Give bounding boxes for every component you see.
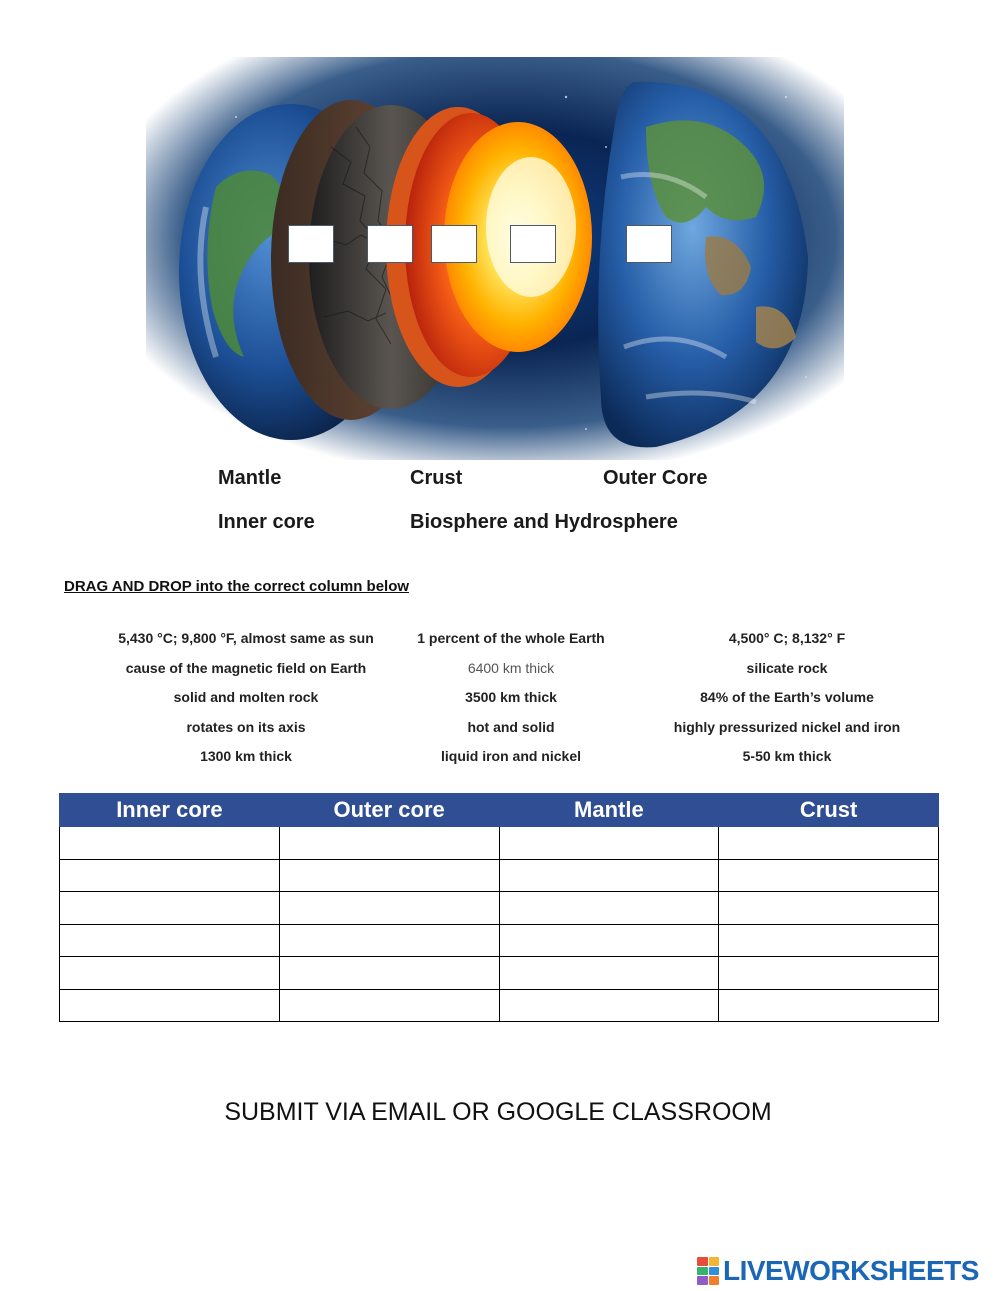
submit-instruction: SUBMIT VIA EMAIL OR GOOGLE CLASSROOM bbox=[224, 1098, 772, 1126]
drop-box-5[interactable] bbox=[626, 225, 672, 263]
earth-layers-illustration bbox=[146, 57, 844, 460]
fact-item[interactable]: highly pressurized nickel and iron bbox=[673, 718, 901, 735]
answer-drop-cell[interactable] bbox=[60, 989, 280, 1022]
facts-column-3 bbox=[660, 627, 914, 775]
answer-drop-cell[interactable] bbox=[499, 957, 719, 990]
answer-drop-cell[interactable] bbox=[60, 924, 280, 957]
header-inner-core: Inner core bbox=[60, 794, 280, 827]
table-header-row bbox=[60, 794, 939, 827]
word-outer-core[interactable]: Outer Core bbox=[603, 467, 708, 489]
liveworksheets-logo bbox=[697, 1256, 979, 1286]
fact-item[interactable]: 84% of the Earth’s volume bbox=[700, 689, 874, 706]
drop-box-1[interactable] bbox=[288, 225, 334, 263]
drag-drop-instruction: DRAG AND DROP into the correct column below bbox=[64, 578, 410, 595]
fact-item[interactable]: 5,430 °C; 9,800 °F, almost same as sun bbox=[118, 630, 374, 646]
answer-drop-cell[interactable] bbox=[279, 827, 499, 860]
word-mantle[interactable]: Mantle bbox=[218, 467, 282, 489]
answer-drop-cell[interactable] bbox=[60, 957, 280, 990]
fact-item[interactable]: 1 percent of the whole Earth bbox=[417, 630, 605, 646]
word-inner-core[interactable]: Inner core bbox=[218, 511, 315, 533]
logo-text: LIVEWORKSHEETS bbox=[723, 1255, 979, 1286]
fact-item[interactable]: 6400 km thick bbox=[467, 659, 555, 676]
answer-drop-cell[interactable] bbox=[719, 989, 939, 1022]
drop-box-4[interactable] bbox=[510, 225, 556, 263]
answer-drop-cell[interactable] bbox=[719, 892, 939, 925]
answer-drop-cell[interactable] bbox=[60, 892, 280, 925]
answer-drop-cell[interactable] bbox=[719, 859, 939, 892]
answer-drop-cell[interactable] bbox=[499, 892, 719, 925]
table-row bbox=[60, 957, 939, 990]
fact-item[interactable]: 5-50 km thick bbox=[742, 748, 832, 765]
fact-item[interactable]: hot and solid bbox=[467, 718, 555, 735]
answer-drop-cell[interactable] bbox=[499, 859, 719, 892]
fact-item[interactable]: rotates on its axis bbox=[186, 718, 306, 735]
answer-drop-cell[interactable] bbox=[60, 827, 280, 860]
drop-box-3[interactable] bbox=[431, 225, 477, 263]
answer-drop-cell[interactable] bbox=[499, 924, 719, 957]
answer-drop-cell[interactable] bbox=[279, 957, 499, 990]
header-crust: Crust bbox=[719, 794, 939, 827]
table-row bbox=[60, 924, 939, 957]
fact-item[interactable]: 3500 km thick bbox=[465, 689, 557, 706]
fact-item[interactable]: silicate rock bbox=[746, 659, 828, 676]
answer-drop-cell[interactable] bbox=[60, 859, 280, 892]
liveworksheets-mark-icon bbox=[697, 1257, 719, 1285]
table-row bbox=[60, 892, 939, 925]
answer-drop-cell[interactable] bbox=[499, 989, 719, 1022]
fact-item[interactable]: liquid iron and nickel bbox=[440, 748, 581, 765]
facts-column-2 bbox=[396, 627, 626, 775]
header-mantle: Mantle bbox=[499, 794, 719, 827]
fact-item[interactable]: 1300 km thick bbox=[200, 748, 292, 765]
word-biosphere-hydrosphere[interactable]: Biosphere and Hydrosphere bbox=[410, 511, 678, 533]
fact-item[interactable]: 4,500° C; 8,132° F bbox=[728, 630, 846, 646]
table-row bbox=[60, 827, 939, 860]
fact-item[interactable]: cause of the magnetic field on Earth bbox=[125, 659, 367, 676]
header-outer-core: Outer core bbox=[279, 794, 499, 827]
answer-drop-cell[interactable] bbox=[719, 924, 939, 957]
answer-drop-cell[interactable] bbox=[279, 924, 499, 957]
answer-drop-cell[interactable] bbox=[279, 859, 499, 892]
fact-item[interactable]: solid and molten rock bbox=[173, 689, 319, 706]
answer-drop-cell[interactable] bbox=[499, 827, 719, 860]
word-crust[interactable]: Crust bbox=[410, 467, 463, 489]
answer-drop-cell[interactable] bbox=[279, 892, 499, 925]
answer-drop-cell[interactable] bbox=[279, 989, 499, 1022]
table-row bbox=[60, 859, 939, 892]
table-row bbox=[60, 989, 939, 1022]
answer-table bbox=[59, 793, 939, 1022]
answer-drop-cell[interactable] bbox=[719, 957, 939, 990]
earth-layers-image bbox=[146, 57, 844, 460]
drop-box-2[interactable] bbox=[367, 225, 413, 263]
answer-drop-cell[interactable] bbox=[719, 827, 939, 860]
facts-column-1 bbox=[106, 627, 386, 775]
